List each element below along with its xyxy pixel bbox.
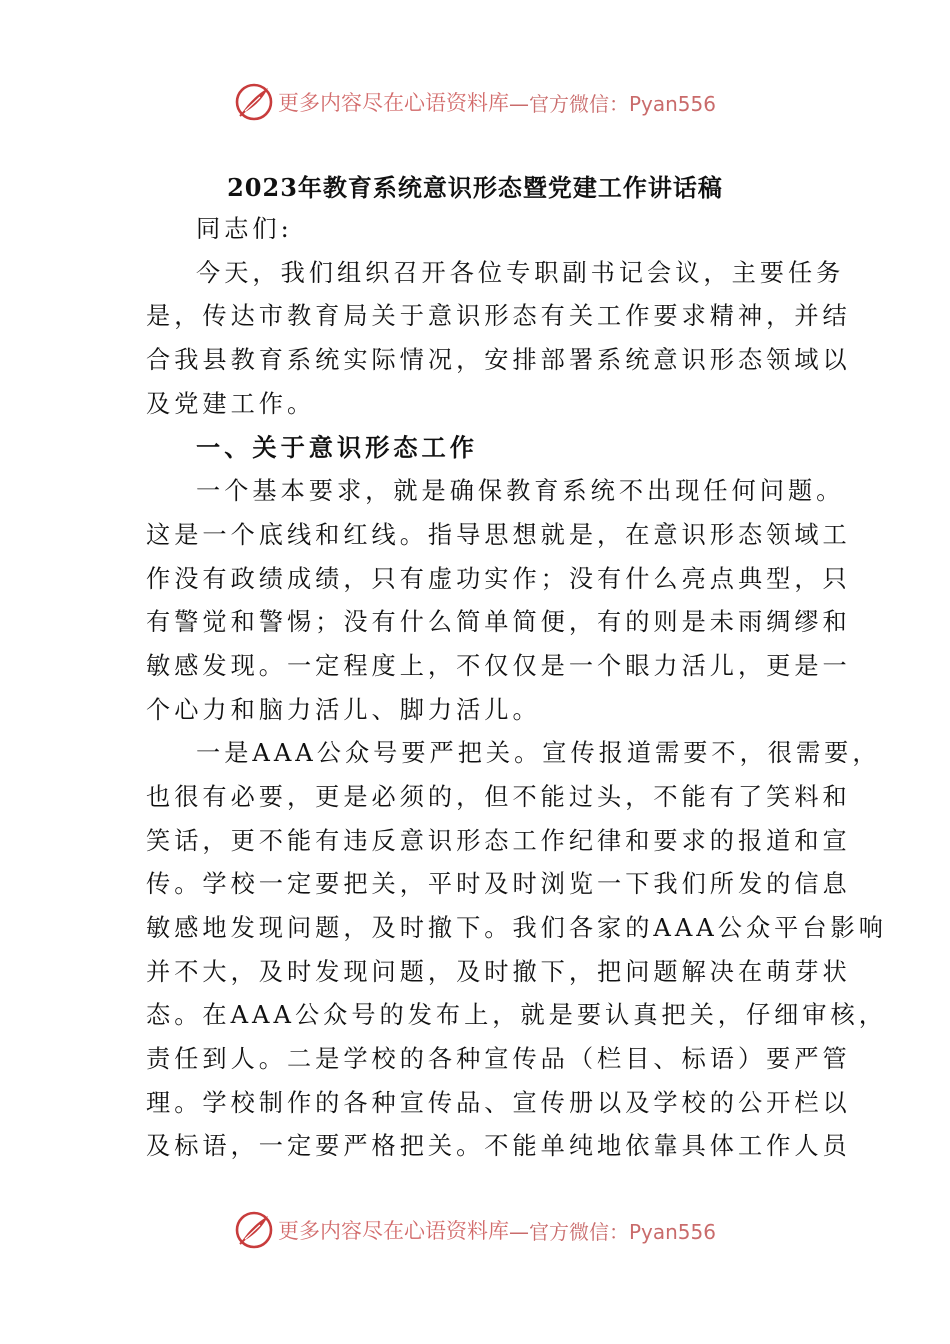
paragraph-line: 一是AAA公众号要严把关。宣传报道需要不，很需要， [196,739,881,768]
paragraph-line: 态。在AAA公众号的发布上，就是要认真把关，仔细审核， [146,1001,887,1030]
paragraph-line: 理。学校制作的各种宣传品、宣传册以及学校的公开栏以 [146,1088,851,1117]
watermark-contact-text: —官方微信：Pyan556 [508,91,716,116]
paragraph-line: 敏感发现。一定程度上，不仅仅是一个眼力活儿，更是一 [146,651,851,680]
paragraph-line: 及标语，一定要严格把关。不能单纯地依靠具体工作人员 [146,1132,851,1161]
paragraph-line: 个心力和脑力活儿、脚力活儿。 [146,695,541,724]
paragraph-line: 作没有政绩成绩，只有虚功实作；没有什么亮点典型，只 [146,564,851,593]
paragraph-line: 一个基本要求，就是确保教育系统不出现任何问题。 [196,477,845,506]
paragraph-line: 合我县教育系统实际情况，安排部署系统意识形态领域以 [146,346,851,375]
watermark-banner-bottom [0,1208,950,1252]
watermark-banner-top [0,80,950,124]
paragraph-line: 今天，我们组织召开各位专职副书记会议，主要任务 [196,258,845,287]
salutation-line: 同志们: [196,215,293,243]
paragraph-line: 是，传达市教育局关于意识形态有关工作要求精神，并结 [146,302,851,331]
paragraph-line: 及党建工作。 [146,389,316,418]
watermark-brand-text: 更多内容尽在心语资料库 [277,91,509,115]
paragraph-line: 也很有必要，更是必须的，但不能过头，不能有了笑料和 [146,782,851,811]
section-heading: 一、关于意识形态工作 [196,433,478,463]
watermark-contact-text: —官方微信：Pyan556 [508,1219,716,1244]
document-title: 2023年教育系统意识形态暨党建工作讲话稿 [227,173,723,202]
watermark-brand-text: 更多内容尽在心语资料库 [277,1219,509,1243]
paragraph-line: 并不大，及时发现问题，及时撤下，把问题解决在萌芽状 [146,957,851,986]
paragraph-line: 有警觉和警惕；没有什么简单简便，有的则是未雨绸缪和 [146,608,851,637]
paragraph-line: 笑话，更不能有违反意识形态工作纪律和要求的报道和宣 [146,826,851,855]
paragraph-line: 这是一个底线和红线。指导思想就是，在意识形态领域工 [146,520,851,549]
paragraph-line: 传。学校一定要把关，平时及时浏览一下我们所发的信息 [146,870,851,899]
paragraph-line: 责任到人。二是学校的各种宣传品（栏目、标语）要严管 [146,1045,851,1074]
document-body [146,208,887,1169]
paragraph-line: 敏感地发现问题，及时撤下。我们各家的AAA公众平台影响 [146,914,887,942]
quill-logo-icon [234,1210,274,1250]
quill-logo-icon [234,82,274,122]
